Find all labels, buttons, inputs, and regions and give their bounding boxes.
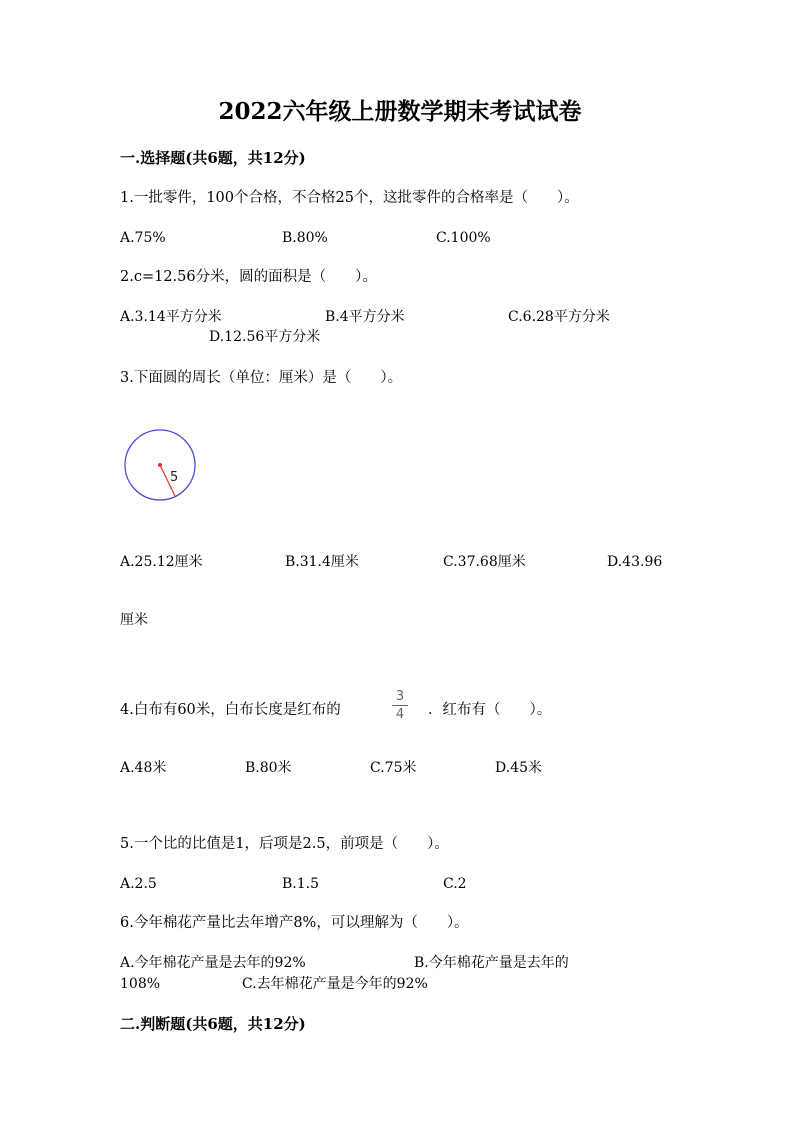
fraction-bar [392,705,408,706]
page-title: 2022六年级上册数学期末考试试卷 [218,98,582,125]
section-heading-choice: 一.选择题(共6题，共12分) [120,149,306,167]
question-2-option-d: D.12.56平方分米 [209,329,321,345]
fraction-numerator: 3 [395,689,405,704]
question-5-stem: 5.一个比的比值是1，后项是2.5，前项是（ ）。 [120,836,449,852]
question-3-option-c: C.37.68厘米 [443,554,526,570]
question-1-option-b: B.80% [282,230,328,246]
radius-label: 5 [170,470,179,485]
question-4-stem-after: ．红布有（ ）。 [428,702,552,718]
question-4-option-d: D.45米 [495,760,542,776]
question-1-option-a: A.75% [120,230,166,246]
circle-center-dot [158,463,162,467]
question-6-stem: 6.今年棉花产量比去年增产8%，可以理解为（ ）。 [120,915,469,931]
question-2-option-a: A.3.14平方分米 [120,309,222,325]
question-3-option-a: A.25.12厘米 [120,554,203,570]
question-1-option-c: C.100% [436,230,491,246]
question-2-option-b: B.4平方分米 [325,309,405,325]
question-4-option-c: C.75米 [370,760,417,776]
question-3-option-d: D.43.96 [607,554,663,570]
question-2-option-c: C.6.28平方分米 [508,309,610,325]
question-4-option-b: B.80米 [245,760,292,776]
fraction-three-quarters [388,690,412,722]
question-3-option-d-continued: 厘米 [120,612,148,628]
question-1-stem: 1.一批零件，100个合格，不合格25个，这批零件的合格率是（ ）。 [120,190,579,206]
question-4-option-a: A.48米 [120,760,167,776]
question-5-option-a: A.2.5 [120,876,157,892]
question-6-option-c: C.去年棉花产量是今年的92% [242,976,428,992]
fraction-denominator: 4 [395,707,405,722]
question-2-stem: 2.c=12.56分米，圆的面积是（ ）。 [120,269,377,285]
question-3-option-b: B.31.4厘米 [285,554,359,570]
circle-figure [120,424,200,504]
question-5-option-b: B.1.5 [282,876,320,892]
question-5-option-c: C.2 [443,876,467,892]
question-6-option-b-continued: 108% [120,976,161,992]
question-6-option-b: B.今年棉花产量是去年的 [414,955,569,971]
question-3-stem: 3.下面圆的周长（单位：厘米）是（ ）。 [120,370,403,386]
question-6-option-a: A.今年棉花产量是去年的92% [120,955,306,971]
question-4-stem-before: 4.白布有60米，白布长度是红布的 [120,702,341,718]
section-heading-judgement: 二.判断题(共6题，共12分) [120,1015,306,1033]
